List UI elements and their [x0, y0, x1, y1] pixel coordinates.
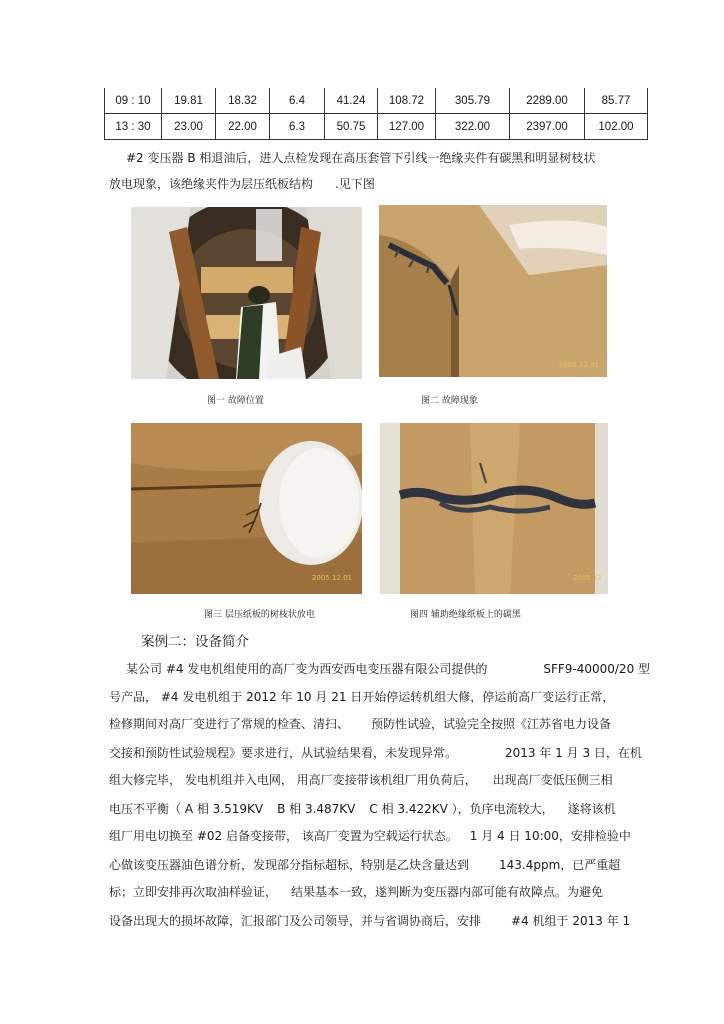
- body-line-3: [109, 716, 611, 732]
- table-cell: 22.00: [216, 114, 270, 140]
- table-cell: 108.72: [378, 88, 436, 114]
- gas-analysis-table: [104, 88, 648, 140]
- table-cell: 41.24: [325, 88, 378, 114]
- table-cell: 127.00: [378, 114, 436, 140]
- body-line-8: [109, 857, 620, 873]
- figure-3-photo: [131, 423, 362, 594]
- body-line-7-text: 组厂用电切换至 #02 启备变接带， 该高厂变置为空载运行状态。: [109, 829, 458, 843]
- table-cell: 102.00: [585, 114, 648, 140]
- table-cell: 322.00: [436, 114, 510, 140]
- body-line-9: [109, 884, 603, 900]
- body-line-5: [109, 772, 613, 788]
- body-line-4: [109, 745, 642, 761]
- figure-1-caption: 图一 故障位置: [207, 396, 264, 406]
- figure-4-date-stamp: 2005.12: [573, 574, 602, 582]
- figure-2-caption: 图二 故障现象: [421, 396, 478, 406]
- figure-1-photo: [131, 207, 362, 379]
- body-line-9-suffix: 结果基本一致，遂判断为变压器内部可能有故障点。为避免: [291, 885, 604, 899]
- body-line-4-date: 2013 年 1 月 3 日，在机: [505, 746, 642, 760]
- body-line-7-suffix: 1 月 4 日 10:00，安排检验中: [469, 829, 631, 843]
- body-line-9-text: 标；立即安排再次取油样验证，: [109, 885, 278, 899]
- body-line-6-phase-a: 电压不平衡（ A 相 3.519KV: [109, 802, 264, 816]
- body-line-5-text: 组大修完毕， 发电机组并入电网， 用高厂变接带该机组厂用负荷后，: [109, 773, 477, 787]
- figure-2-date-stamp: 2005.12.01: [558, 361, 599, 369]
- body-line-1-model: SFF9-40000/20 型: [543, 662, 651, 676]
- body-line-10-text: 设备出现大的损坏故障，汇报部门及公司领导，并与省调协商后，安排: [109, 914, 482, 928]
- intro-line-1: #2 变压器 B 相退油后，进人点检发现在高压套管下引线一绝缘夹件有碳黑和明显树枝状: [126, 151, 596, 165]
- table-row: [105, 88, 648, 114]
- body-line-1-text: 某公司 #4 发电机组使用的高厂变为西安西电变压器有限公司提供的: [126, 662, 488, 676]
- table-cell: 23.00: [162, 114, 216, 140]
- table-cell: 09 : 10: [105, 88, 162, 114]
- intro-line-2: [109, 176, 375, 192]
- body-line-8-text: 心做该变压器油色谱分析，发现部分指标超标，特别是乙炔含量达到: [109, 858, 470, 872]
- body-line-5-suffix: 出现高厂变低压侧三相: [492, 773, 613, 787]
- body-line-10-suffix: #4 机组于 2013 年 1: [511, 914, 631, 928]
- body-line-7: [109, 828, 631, 844]
- body-line-8-value: 143.4ppm，已严重超: [499, 858, 621, 872]
- body-line-3-suffix: 预防性试验，试验完全按照《江苏省电力设备: [371, 717, 612, 731]
- body-line-10: [109, 913, 630, 929]
- figure-2-photo: [379, 205, 607, 377]
- body-line-6-phase-b: B 相 3.487KV: [277, 802, 356, 816]
- body-line-3-text: 检修期间对高厂变进行了常规的检查、清扫、: [109, 717, 350, 731]
- table-cell: 50.75: [325, 114, 378, 140]
- table-cell: 305.79: [436, 88, 510, 114]
- table-cell: 19.81: [162, 88, 216, 114]
- body-line-1: [126, 661, 650, 677]
- table-cell: 6.3: [270, 114, 325, 140]
- body-line-2: 号产品， #4 发电机组于 2012 年 10 月 21 日开始停运转机组大修，停运前高厂变运行正常，: [109, 690, 615, 704]
- figure-4-caption: 图四 辅助绝缘纸板上的碳黑: [410, 610, 521, 620]
- figure-3-caption: 图三 层压纸板的树枝状放电: [204, 610, 315, 620]
- intro-line-2-suffix: .见下图: [335, 177, 375, 191]
- body-line-4-text: 交接和预防性试验规程》要求进行，从试验结果看，未发现异常。: [109, 746, 458, 760]
- table-cell: 18.32: [216, 88, 270, 114]
- figure-3-date-stamp: 2005.12.01: [311, 574, 352, 582]
- table-cell: 2289.00: [510, 88, 585, 114]
- table-cell: 6.4: [270, 88, 325, 114]
- body-line-6: [109, 801, 616, 817]
- body-line-6-suffix: 遂将该机: [567, 802, 616, 816]
- table-cell: 13 : 30: [105, 114, 162, 140]
- body-line-6-phase-c: C 相 3.422KV ），负序电流较大，: [369, 802, 554, 816]
- intro-line-2-text: 放电现象，该绝缘夹件为层压纸板结构: [109, 177, 314, 191]
- table-row: [105, 114, 648, 140]
- table-cell: 2397.00: [510, 114, 585, 140]
- figure-4-photo: [380, 423, 608, 594]
- table-cell: 85.77: [585, 88, 648, 114]
- section-heading: 案例二：设备简介: [141, 634, 249, 650]
